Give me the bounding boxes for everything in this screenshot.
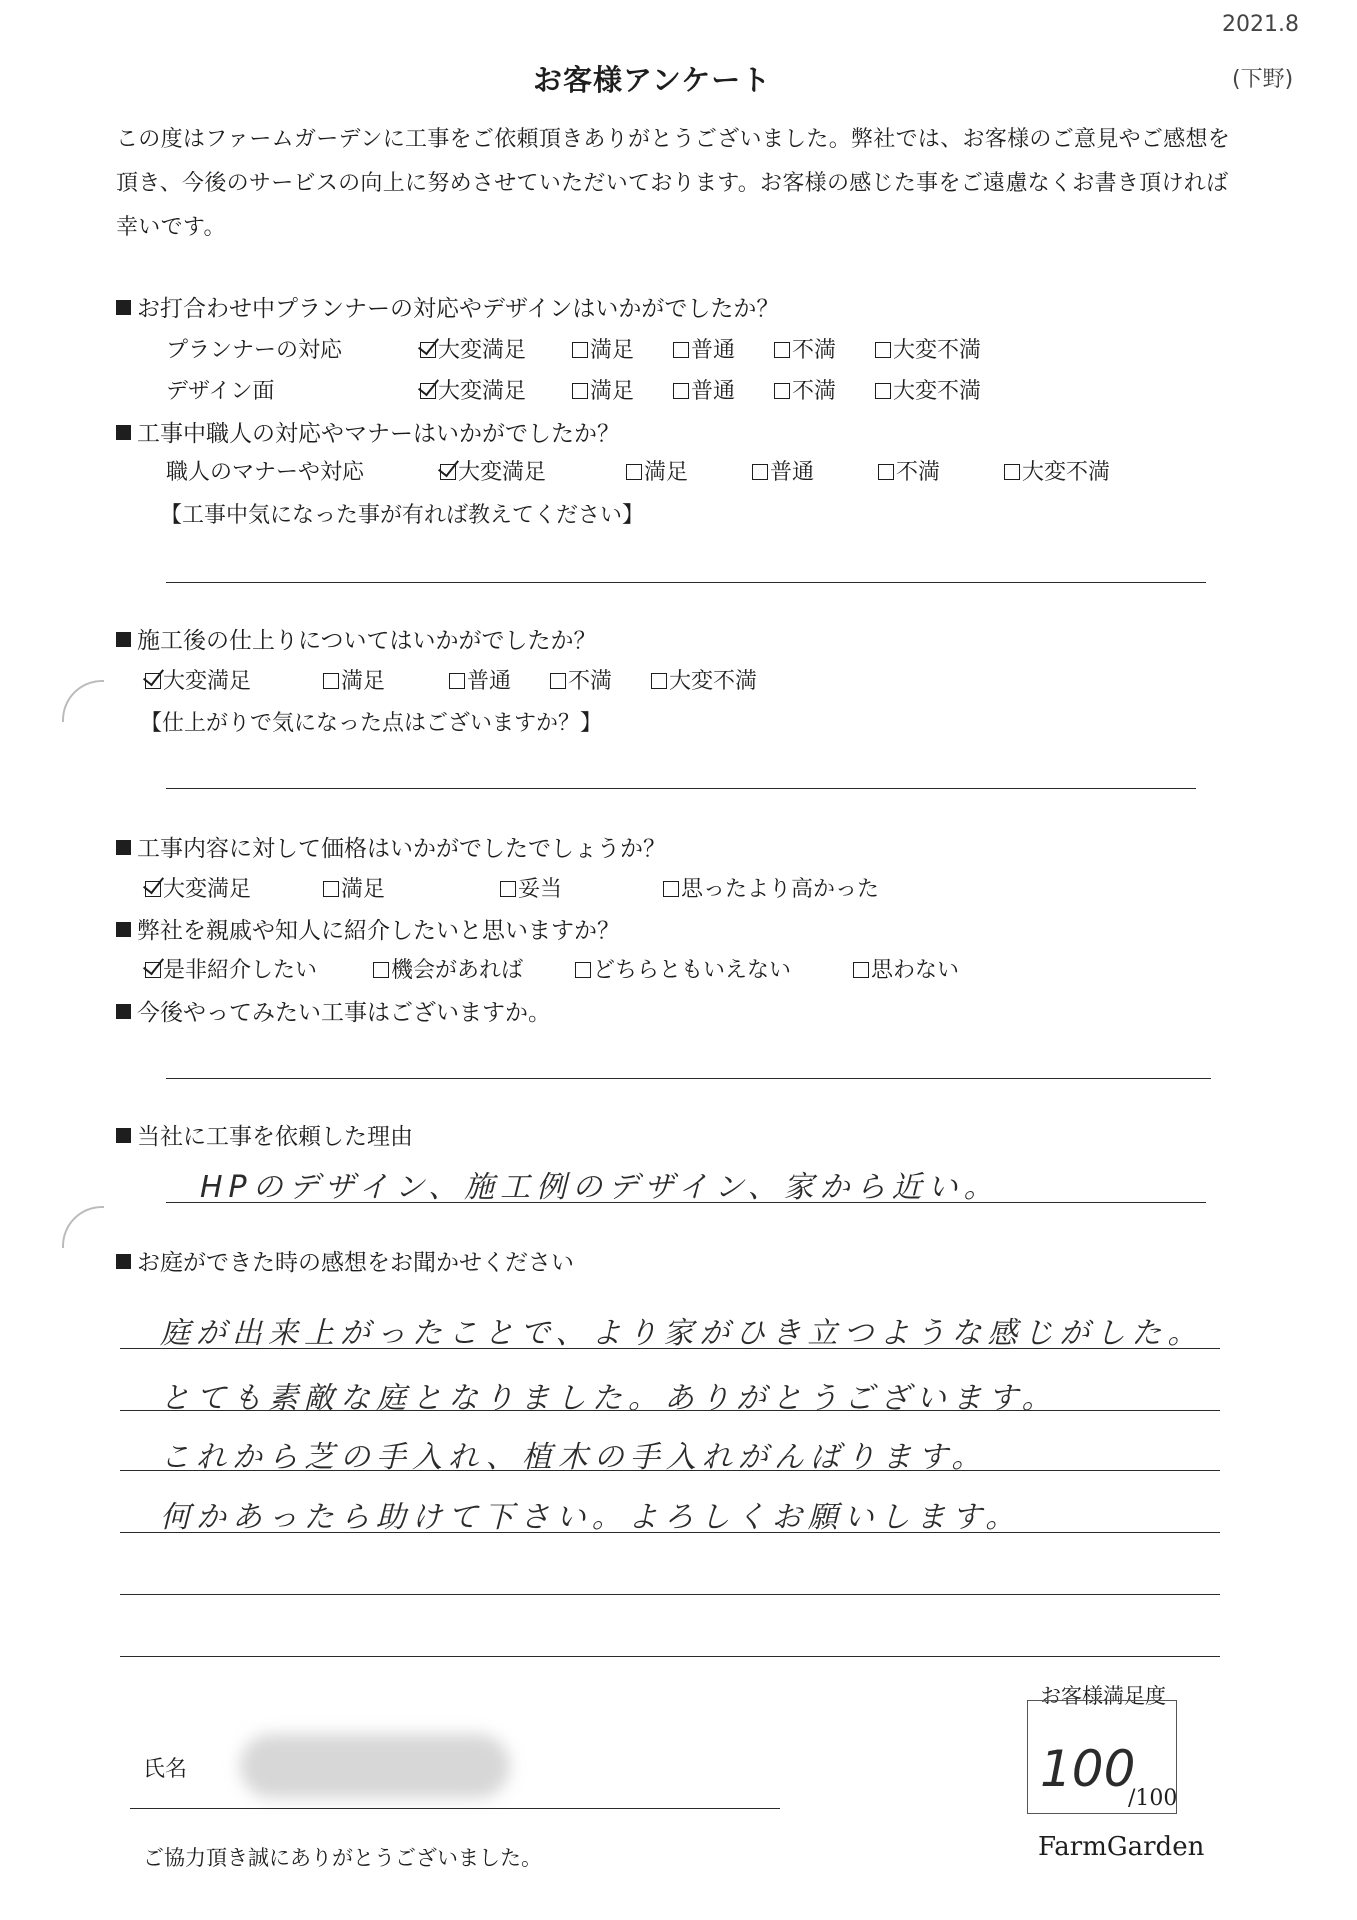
q1-row-2-label: デザイン面 <box>166 379 275 404</box>
q2-option-4[interactable]: 不満 <box>878 455 940 486</box>
handwritten-date: 2021.8 <box>1222 12 1299 37</box>
q8-answer-line-5[interactable] <box>120 1594 1220 1595</box>
question-2-text: 工事中職人の対応やマナーはいかがでしたか？ <box>137 421 620 447</box>
q1-r1-option-3[interactable]: 普通 <box>673 333 735 364</box>
q7-answer-line[interactable] <box>166 1202 1206 1203</box>
bullet-square-icon <box>116 922 131 937</box>
satisfaction-max: /100 <box>1128 1786 1178 1811</box>
page-title: お客様アンケート <box>533 63 772 97</box>
question-3 <box>116 622 597 655</box>
q1-r1-option-1[interactable]: 大変満足 <box>420 333 526 364</box>
q2-option-2[interactable]: 満足 <box>626 455 688 486</box>
q3-sub-prompt: 【仕上がりで気になった点はございますか？】 <box>140 711 603 736</box>
checkbox-icon <box>752 464 768 480</box>
q3-option-5[interactable]: 大変不満 <box>651 664 757 695</box>
checked-box-icon <box>420 383 436 399</box>
q5-option-4[interactable]: 思わない <box>853 953 959 984</box>
question-5-text: 弊社を親戚や知人に紹介したいと思いますか？ <box>137 918 620 944</box>
question-1 <box>116 290 779 323</box>
q1-r1-option-5[interactable]: 大変不満 <box>875 333 981 364</box>
checkbox-icon <box>500 881 516 897</box>
question-1-text: お打合わせ中プランナーの対応やデザインはいかがでしたか？ <box>137 296 780 322</box>
q1-r2-option-4[interactable]: 不満 <box>774 374 836 405</box>
checkbox-icon <box>626 464 642 480</box>
intro-text: この度はファームガーデンに工事をご依頼頂きありがとうございました。弊社では、お客様のご意見やご感想を頂き、今後のサービスの向上に努めさせていただいております。お客様の感じた事をご遠慮なくお書き頂ければ幸いです。 <box>116 127 1231 240</box>
bullet-square-icon <box>116 1004 131 1019</box>
q8-answer-line-4-text: 何かあったら助けて下さい。よろしくお願いします。 <box>160 1500 1022 1535</box>
q2-option-5[interactable]: 大変不満 <box>1004 455 1110 486</box>
q1-r2-option-1[interactable]: 大変満足 <box>420 374 526 405</box>
checkbox-icon <box>673 383 689 399</box>
q5-option-1[interactable]: 是非紹介したい <box>145 953 317 984</box>
q3-answer-line[interactable] <box>166 788 1196 789</box>
checkbox-icon <box>875 383 891 399</box>
checkbox-icon <box>373 962 389 978</box>
checked-box-icon <box>145 673 161 689</box>
q3-option-3[interactable]: 普通 <box>449 664 511 695</box>
checkbox-icon <box>875 342 891 358</box>
q2-option-1[interactable]: 大変満足 <box>440 455 546 486</box>
scan-punch-mark <box>62 1206 104 1248</box>
q8-answer-line-3[interactable] <box>120 1470 1220 1471</box>
satisfaction-value: 100 <box>1040 1740 1136 1798</box>
q4-option-3[interactable]: 妥当 <box>500 872 562 903</box>
bullet-square-icon <box>116 425 131 440</box>
q8-answer-line-1[interactable] <box>120 1348 1220 1349</box>
question-7-text: 当社に工事を依頼した理由 <box>137 1124 413 1150</box>
q1-r2-option-2[interactable]: 満足 <box>572 374 634 405</box>
q6-answer-line[interactable] <box>166 1078 1211 1079</box>
q8-answer-line-6[interactable] <box>120 1656 1220 1657</box>
checkbox-icon <box>575 962 591 978</box>
question-5 <box>116 912 620 945</box>
q2-answer-line[interactable] <box>166 582 1206 583</box>
checkbox-icon <box>878 464 894 480</box>
checkbox-icon <box>1004 464 1020 480</box>
redacted-name <box>240 1734 510 1798</box>
q2-option-3[interactable]: 普通 <box>752 455 814 486</box>
q1-r2-option-3[interactable]: 普通 <box>673 374 735 405</box>
q1-r1-option-4[interactable]: 不満 <box>774 333 836 364</box>
checkbox-icon <box>323 673 339 689</box>
question-8 <box>116 1244 574 1277</box>
checked-box-icon <box>145 881 161 897</box>
checked-box-icon <box>440 464 456 480</box>
q7-handwritten-answer: HPのデザイン、施工例のデザイン、家から近い。 <box>200 1170 1000 1205</box>
q3-option-1[interactable]: 大変満足 <box>145 664 251 695</box>
q4-option-2[interactable]: 満足 <box>323 872 385 903</box>
question-2 <box>116 415 620 448</box>
brand-name: FarmGarden <box>1038 1832 1205 1862</box>
bullet-square-icon <box>116 840 131 855</box>
bullet-square-icon <box>116 632 131 647</box>
q8-answer-line-4[interactable] <box>120 1532 1220 1533</box>
q1-r1-option-2[interactable]: 満足 <box>572 333 634 364</box>
q3-option-2[interactable]: 満足 <box>323 664 385 695</box>
q8-answer-line-3-text: これから芝の手入れ、植木の手入れがんばります。 <box>160 1440 988 1475</box>
q3-option-4[interactable]: 不満 <box>550 664 612 695</box>
question-3-text: 施工後の仕上りについてはいかがでしたか？ <box>137 628 597 654</box>
question-7 <box>116 1118 413 1151</box>
q2-row-label: 職人のマナーや対応 <box>166 460 365 485</box>
q4-option-1[interactable]: 大変満足 <box>145 872 251 903</box>
checkbox-icon <box>651 673 667 689</box>
bullet-square-icon <box>116 1128 131 1143</box>
checkbox-icon <box>774 342 790 358</box>
question-6 <box>116 994 551 1027</box>
q8-answer-line-1-text: 庭が出来上がったことで、より家がひき立つような感じがした。 <box>160 1316 1204 1351</box>
checkbox-icon <box>572 342 588 358</box>
name-label: 氏名 <box>143 1757 188 1782</box>
checkbox-icon <box>449 673 465 689</box>
checkbox-icon <box>673 342 689 358</box>
bullet-square-icon <box>116 300 131 315</box>
q5-option-3[interactable]: どちらともいえない <box>575 953 791 984</box>
checkbox-icon <box>774 383 790 399</box>
q2-sub-prompt: 【工事中気になった事が有れば教えてください】 <box>160 503 645 528</box>
checkbox-icon <box>550 673 566 689</box>
bullet-square-icon <box>116 1254 131 1269</box>
scan-punch-mark <box>62 680 104 722</box>
checkbox-icon <box>663 881 679 897</box>
question-4 <box>116 830 666 863</box>
q1-row-1-label: プランナーの対応 <box>166 338 343 363</box>
checked-box-icon <box>420 342 436 358</box>
q4-option-4[interactable]: 思ったより高かった <box>663 872 879 903</box>
handwritten-staff-name: (下野) <box>1232 67 1294 92</box>
checkbox-icon <box>572 383 588 399</box>
q1-r2-option-5[interactable]: 大変不満 <box>875 374 981 405</box>
q8-answer-line-2[interactable] <box>120 1410 1220 1411</box>
question-4-text: 工事内容に対して価格はいかがでしたでしょうか？ <box>137 836 666 862</box>
q5-option-2[interactable]: 機会があれば <box>373 953 523 984</box>
question-8-text: お庭ができた時の感想をお聞かせください <box>137 1250 574 1276</box>
checked-box-icon <box>145 962 161 978</box>
q8-answer-line-2-text: とても素敵な庭となりました。ありがとうございます。 <box>160 1381 1058 1416</box>
footer-thanks: ご協力頂き誠にありがとうございました。 <box>143 1846 542 1870</box>
checkbox-icon <box>323 881 339 897</box>
question-6-text: 今後やってみたい工事はございますか。 <box>137 1000 551 1026</box>
name-line[interactable] <box>130 1808 780 1809</box>
satisfaction-label: お客様満足度 <box>1040 1684 1166 1708</box>
checkbox-icon <box>853 962 869 978</box>
